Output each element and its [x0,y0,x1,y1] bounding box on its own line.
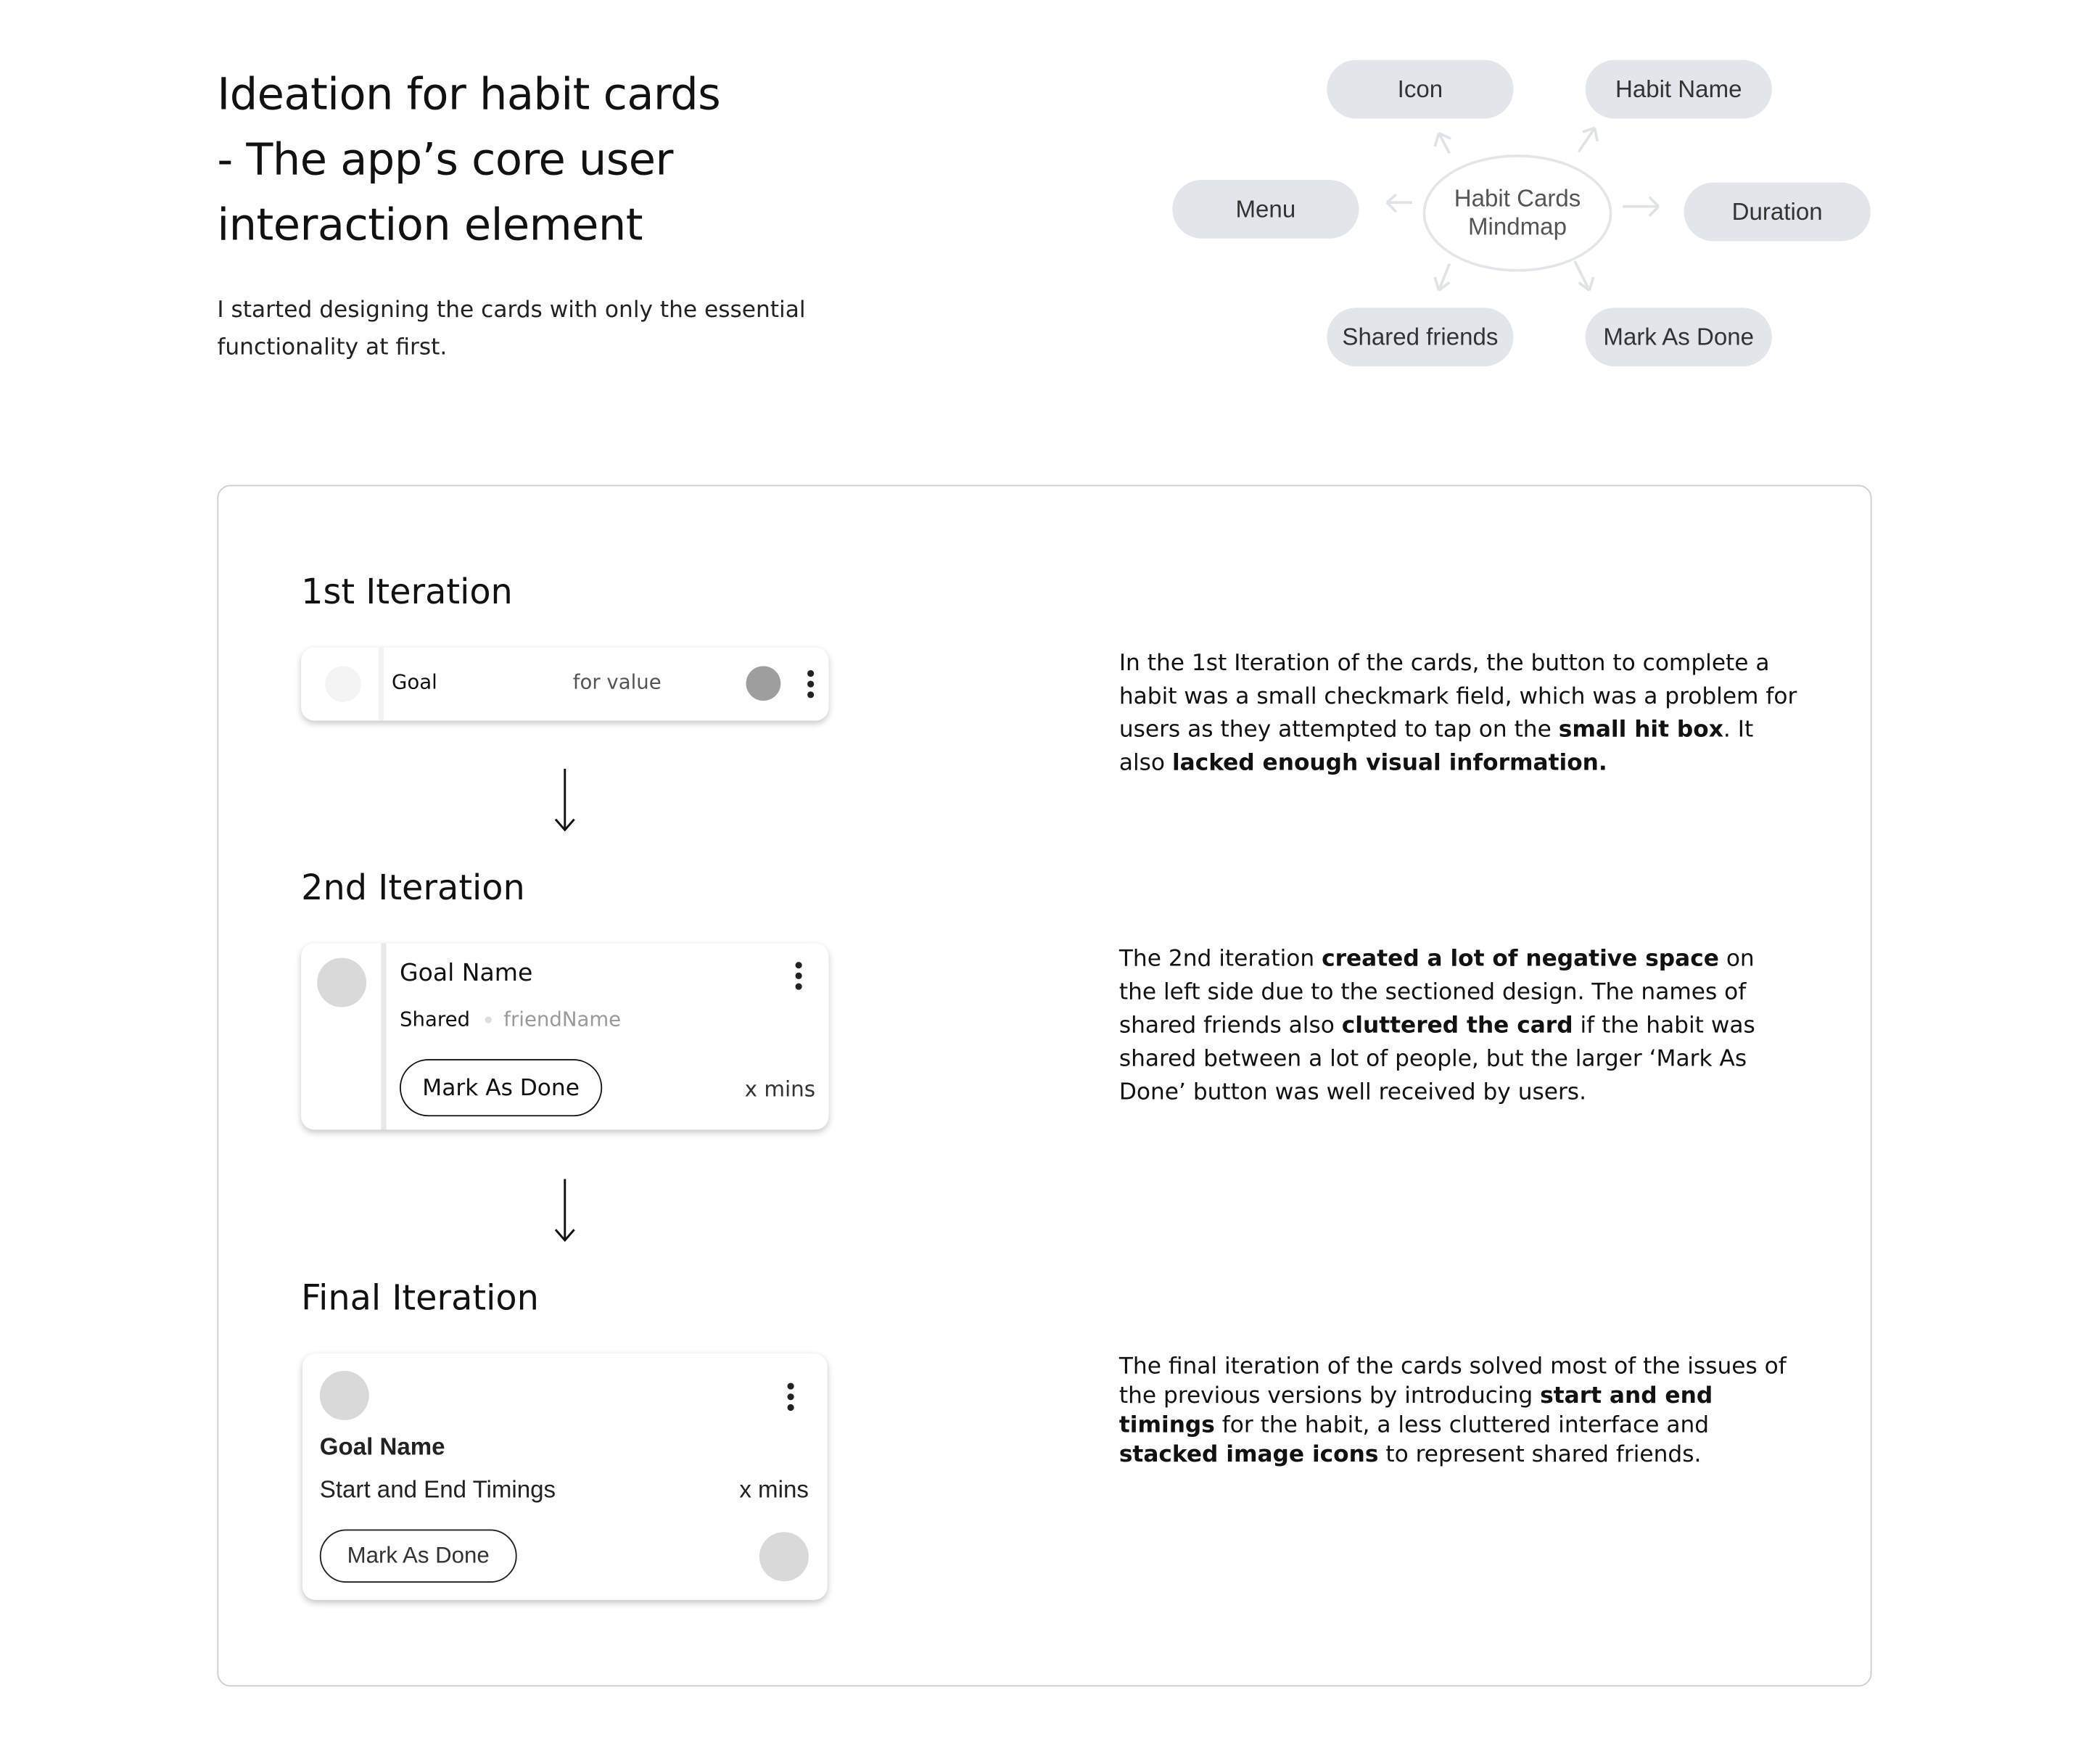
habit-icon-placeholder [320,1371,369,1420]
heading-2nd-iteration: 2nd Iteration [301,868,525,909]
goal-name: Goal Name [319,1433,445,1461]
separator-dot [485,1016,492,1023]
habit-card-v1[interactable] [301,648,828,721]
down-arrow-icon [554,769,575,833]
arrow-icon [1435,133,1451,154]
more-menu-icon[interactable] [796,962,804,990]
down-arrow-icon [554,1179,575,1242]
arrow-icon [1623,197,1659,216]
mark-as-done-button[interactable]: Mark As Done [400,1059,602,1116]
card-divider [381,943,386,1129]
center-line: Habit Cards [1454,185,1581,213]
checkmark-field[interactable] [325,666,361,702]
center-line: Mindmap [1467,213,1567,240]
arrow-icon [1435,264,1449,291]
timings-label: Start and End Timings [319,1476,556,1503]
node-duration: Duration [1684,183,1871,242]
intro-line: I started designing the cards with only the essential [217,297,806,324]
title-line: interaction element [217,198,643,251]
node-menu: Menu [1172,180,1359,239]
goal-name: Goal Name [400,959,533,987]
duration-label: x mins [739,1476,809,1503]
title-line: Ideation for habit cards [217,67,721,120]
mark-as-done-button[interactable]: Mark As Done [320,1530,517,1583]
node-icon: Icon [1327,60,1513,119]
heading-1st-iteration: 1st Iteration [301,572,513,613]
habit-card-v2[interactable] [301,943,828,1129]
description-1st: In the 1st Iteration of the cards, the button to complete a habit was a small checkmark field, which was a problem for users as they attempted to tap on the small hit box. It also lacked enough visual information. [1118,650,1797,777]
node-mark-as-done: Mark As Done [1586,308,1772,366]
habit-icon-placeholder [317,958,366,1007]
goal-label: Goal [391,669,437,694]
value-label: for value [572,669,662,694]
shared-friends-avatar [759,1532,809,1581]
arrow-icon [1575,261,1594,290]
heading-final-iteration: Final Iteration [301,1279,539,1319]
arrow-icon [1578,128,1597,152]
description-final: The final iteration of the cards solved most of the issues of the previous versions by introducing start and end timings for the habit, a less cluttered interface and stacked image icons to represent shared friends. [1118,1353,1787,1469]
arrow-icon [1387,194,1412,212]
duration-label: x mins [744,1076,816,1102]
title-line: - The app’s core user [217,133,673,186]
description-2nd: The 2nd iteration created a lot of negative space on the left side due to the sectioned design. The names of shared friends also cluttered the card if the habit was shared between a lot of people, but the larger ‘Mark As Done’ button was well received by users. [1118,946,1755,1106]
more-menu-icon[interactable] [787,1382,795,1411]
shared-label: Shared [400,1007,471,1031]
friend-name: friendName [503,1007,622,1031]
status-circle [746,666,781,701]
node-shared-friends: Shared friends [1327,308,1513,366]
node-habit-name: Habit Name [1586,60,1772,119]
card-divider [379,648,384,721]
mindmap-center [1423,154,1612,272]
habit-card-final[interactable] [302,1353,828,1600]
intro-line: functionality at first. [217,334,448,361]
more-menu-icon[interactable] [807,670,815,698]
